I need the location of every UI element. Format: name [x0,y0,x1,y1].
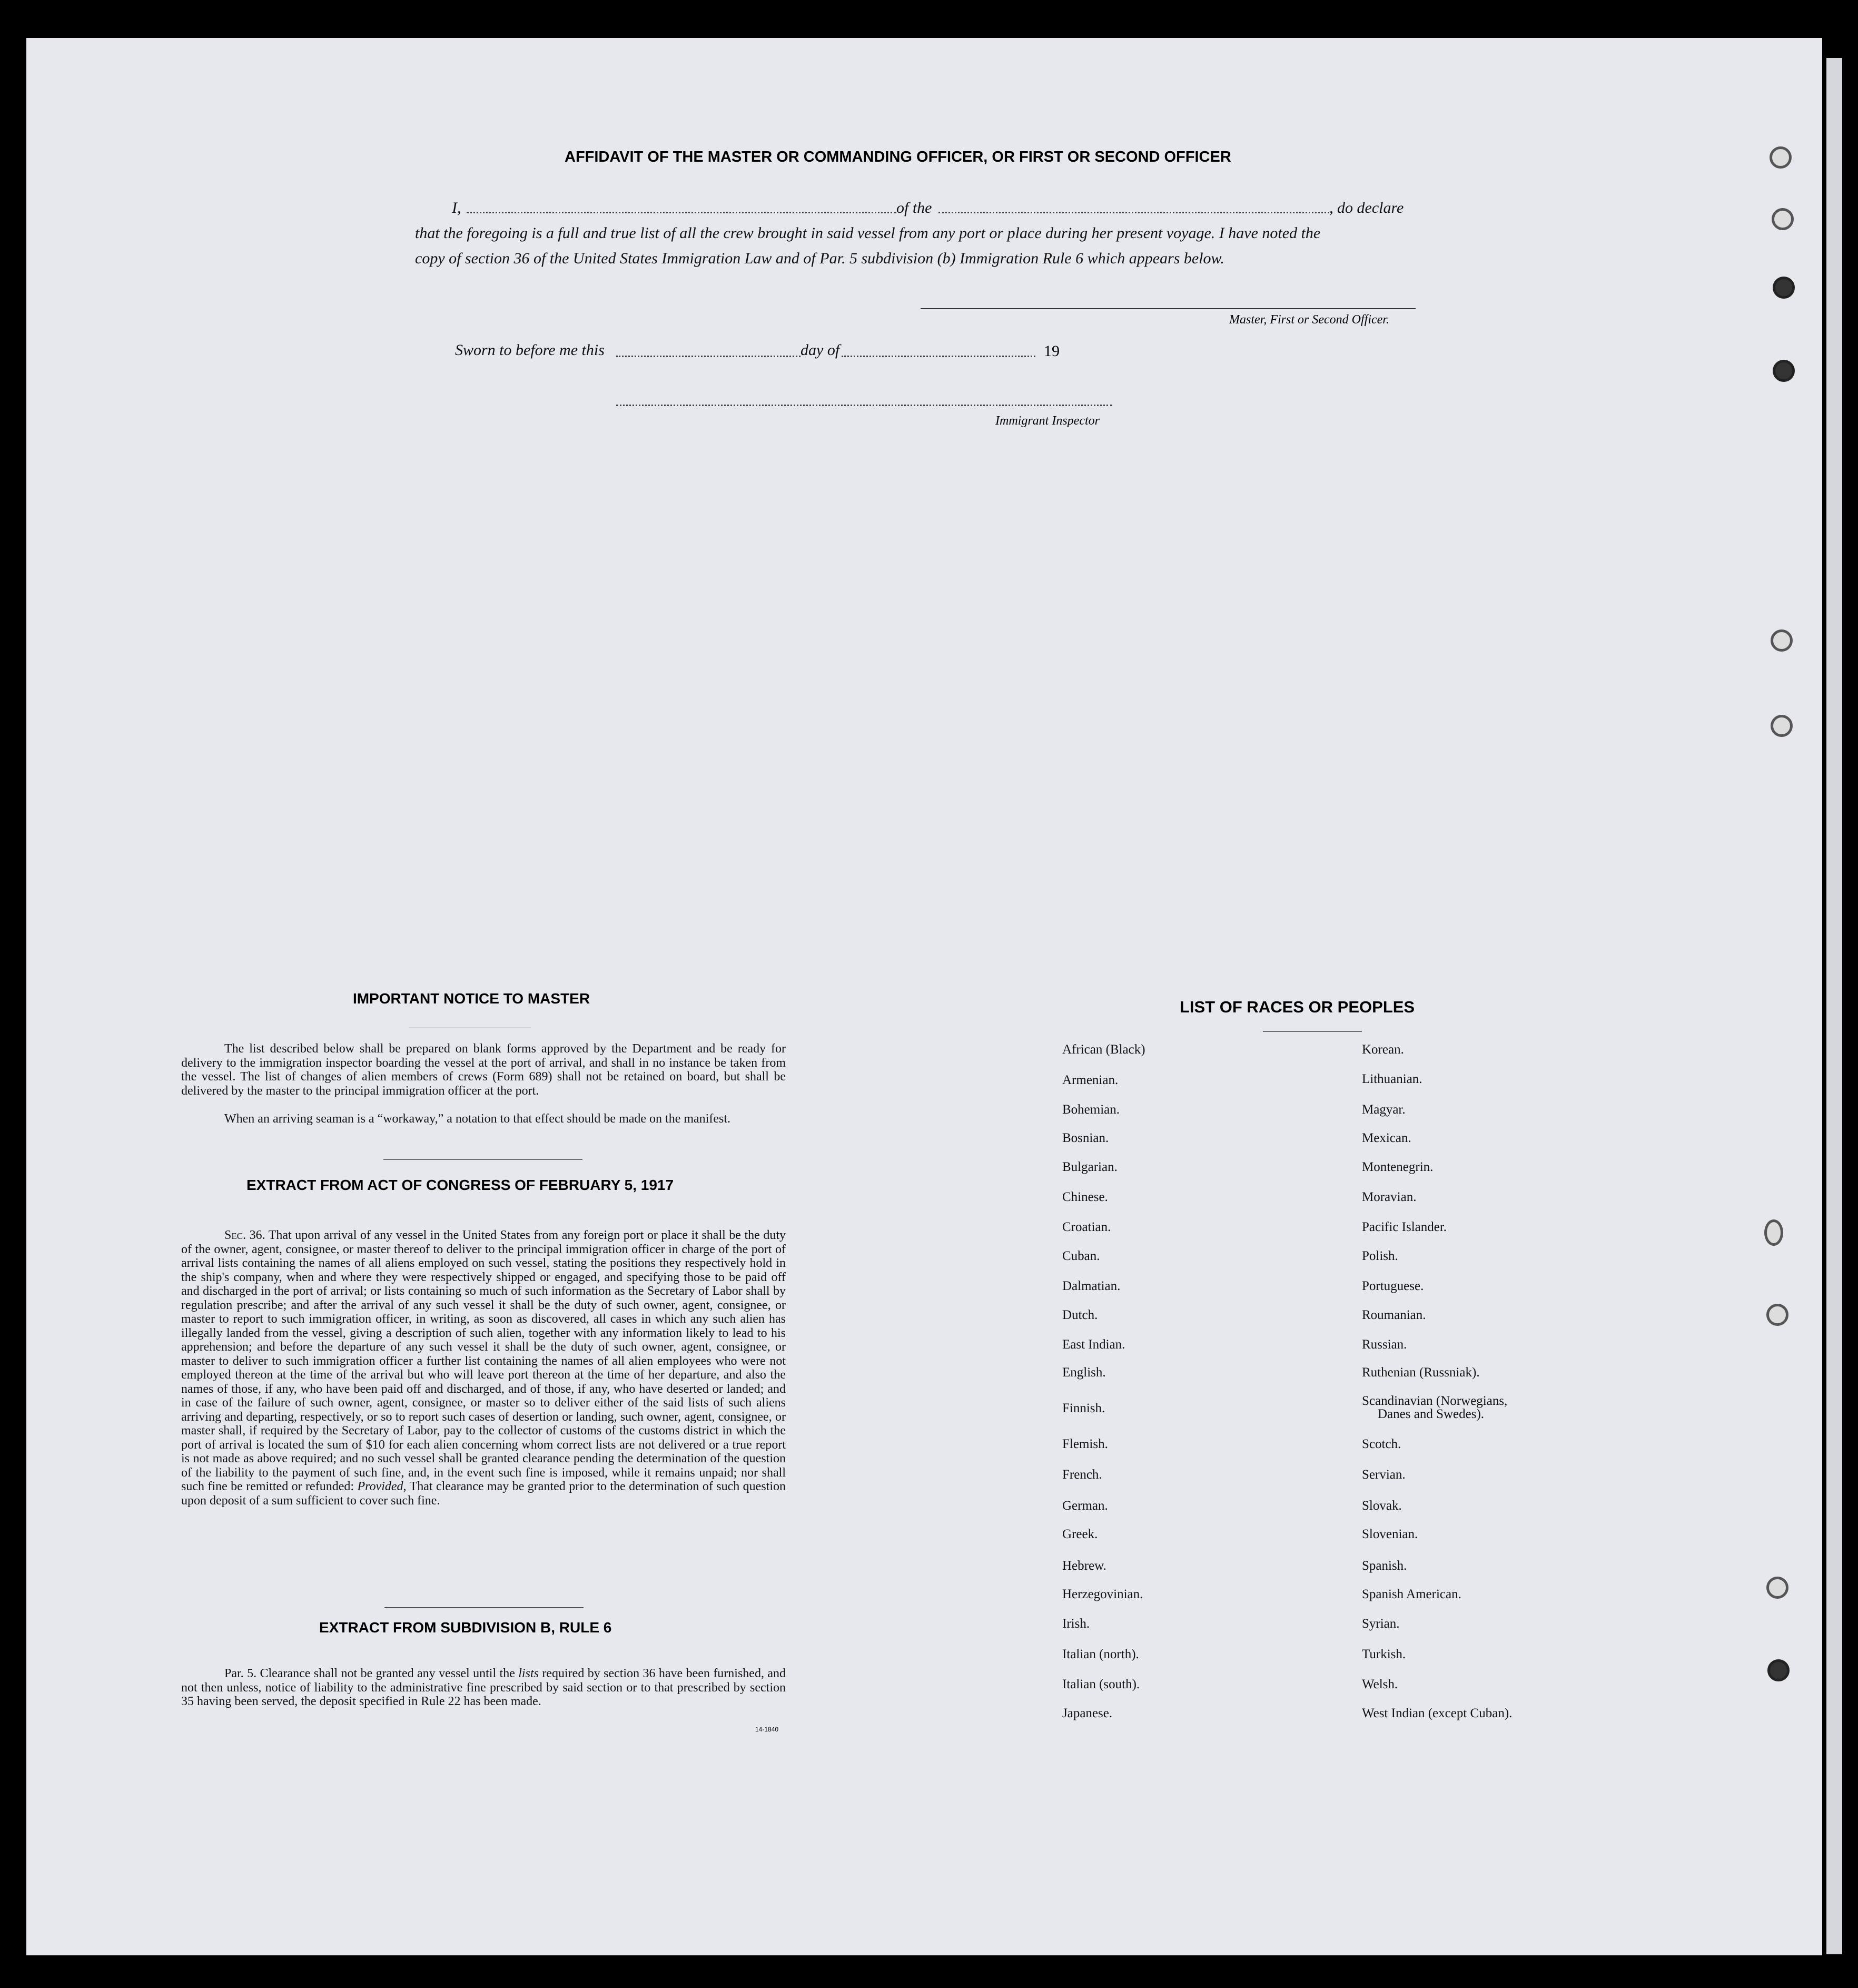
race-item: Syrian. [1362,1617,1400,1631]
section-label: Sec. 36. [224,1228,265,1242]
affidavit-title: AFFIDAVIT OF THE MASTER OR COMMANDING OFFICER, OR FIRST OR SECOND OFFICER [565,149,1231,165]
section-body: That upon arrival of any vessel in the United States from any foreign port or place it shall be the duty of the owner, agent, consignee, or master thereof to deliver to the principal immigration officer in charge of the port of arrival lists containing the names of all aliens employed on such vessel, stating the positions they respectively hold in the ship's company, when and where they were respectively shipped or engaged, and specifying those to be paid off and discharged in the port of arrival; or lists containing so much of such information as the Secretary of Labor shall by regulation prescribe; and after the arrival of any such vessel it shall be the duty of such owner, agent, consignee, or master to report to such immigration officer, in writing, as soon as discovered, all cases in which any such alien has illegally landed from the vessel, giving a description of such alien, together with any information likely to lead to his apprehension; and before the departure of any such vessel it shall be the duty of such owner, agent, consignee, or master to deliver to such immigration officer a further list containing the names of all alien employees who were not employed thereon at the time of the arrival but who will leave port thereon at the time of her departure, and also the names of those, if any, who have been paid off and discharged, and of those, if any, who have deserted or landed; and in case of the failure of such owner, agent, consignee, or master so to deliver either of the said lists of such aliens arriving and departing, respectively, or so to report such cases of desertion or landing, such owner, agent, consignee, or master shall, if required by the Secretary of Labor, pay to the collector of customs of the customs district in which the port of arrival is located the sum of $10 for each alien concerning whom correct lists are not delivered or a true report is not made as above required; and no such vessel shall be granted clearance pending the determination of the question of the liability to the payment of such fine, and, in the event such fine is imposed, while it remains unpaid; nor shall such fine be remitted or refunded: [181,1228,786,1493]
rule-text-b: required by section 36 have been furnished, and not then unless, notice of liability to the administrative fine prescribed by said section or to that prescribed by section 35 having been served, the deposit specified in Rule 22 has been made. [181,1667,786,1708]
provided-word: Provided, [357,1480,407,1493]
name-blank[interactable] [467,212,896,213]
race-item: Croatian. [1062,1220,1111,1234]
inspector-signature-line[interactable] [616,405,1112,406]
binder-hole [1766,1304,1788,1326]
affidavit-line-2: that the foregoing is a full and true list of all the crew brought in said vessel from any port or place during her present voyage. I have noted the [415,224,1321,242]
binder-hole [1771,715,1793,737]
race-item: Portuguese. [1362,1279,1424,1293]
race-item: Polish. [1362,1249,1398,1263]
binder-hole [1766,1577,1788,1599]
sworn-month-blank[interactable] [842,356,1035,357]
race-item: Korean. [1362,1042,1404,1057]
notice-paragraph-2: When an arriving seaman is a “workaway,” a notation to that effect should be made on the manifest. [224,1112,730,1126]
affidavit-of-the: of the [896,199,932,216]
race-item: Slovak. [1362,1499,1402,1513]
race-item-continuation: Danes and Swedes). [1378,1407,1485,1421]
race-item: Finnish. [1062,1401,1105,1415]
sworn-text: Sworn to before me this [455,341,605,359]
sworn-day-blank[interactable] [616,356,800,357]
race-item: Slovenian. [1362,1527,1418,1541]
race-item: Spanish. [1362,1559,1407,1573]
race-item: Flemish. [1062,1437,1108,1451]
race-item: English. [1062,1365,1106,1380]
race-item: African (Black) [1062,1042,1145,1057]
notice-title: IMPORTANT NOTICE TO MASTER [353,990,590,1007]
race-item: Russian. [1362,1337,1407,1352]
race-item: Irish. [1062,1617,1090,1631]
race-item: Montenegrin. [1362,1160,1434,1174]
race-item: Italian (north). [1062,1647,1139,1661]
race-item: Lithuanian. [1362,1072,1422,1086]
race-item: Pacific Islander. [1362,1220,1447,1234]
race-item: Hebrew. [1062,1559,1106,1573]
binder-hole [1771,629,1793,652]
form-number: 14-1840 [755,1726,779,1733]
day-of-text: day of [800,341,840,359]
race-item: Bohemian. [1062,1103,1120,1117]
race-item: East Indian. [1062,1337,1125,1352]
race-item: Scotch. [1362,1437,1401,1451]
race-item: Chinese. [1062,1190,1108,1204]
rule-text-a: Par. 5. Clearance shall not be granted any vessel until the [224,1667,515,1680]
binder-hole [1770,146,1792,169]
race-item: Ruthenian (Russniak). [1362,1365,1480,1380]
signature-line[interactable] [921,308,1416,309]
race-item: Servian. [1362,1468,1406,1482]
section-end: That clearance may be granted prior to the determination of such question upon deposit of a sum sufficient to cover such fine. [181,1480,786,1508]
affidavit-line-3: copy of section 36 of the United States Immigration Law and of Par. 5 subdivision (b) Immigration Rule 6 which appears below. [415,250,1224,267]
binder-hole [1773,360,1795,382]
race-item: Dalmatian. [1062,1279,1121,1293]
race-item: Greek. [1062,1527,1098,1541]
vessel-blank[interactable] [938,212,1332,213]
race-item: Moravian. [1362,1190,1417,1204]
binder-hole [1773,277,1795,299]
year-prefix: 19 [1044,342,1060,360]
divider [383,1159,582,1160]
race-item: Spanish American. [1362,1587,1461,1601]
extract-rule-title: EXTRACT FROM SUBDIVISION B, RULE 6 [319,1619,612,1636]
race-item: Cuban. [1062,1249,1100,1263]
race-item: Bosnian. [1062,1131,1109,1145]
rule-6-text [181,1667,786,1709]
race-item: Japanese. [1062,1706,1113,1720]
affidavit-declare: , do declare [1329,199,1404,216]
race-item: German. [1062,1499,1108,1513]
race-item: Armenian. [1062,1073,1119,1087]
race-item: Welsh. [1362,1677,1398,1691]
inspector-label: Immigrant Inspector [995,414,1100,428]
page-edge [1826,58,1842,1954]
signature-label: Master, First or Second Officer. [1229,313,1389,327]
races-title: LIST OF RACES OR PEOPLES [1180,998,1415,1016]
race-item: Scandinavian (Norwegians, [1362,1394,1508,1408]
race-item: French. [1062,1468,1102,1482]
race-item: Turkish. [1362,1647,1406,1661]
race-item: Herzegovinian. [1062,1587,1143,1601]
binder-hole [1767,1659,1790,1681]
notice-paragraph-1: The list described below shall be prepared on blank forms approved by the Department and be ready for delivery to the immigration inspector boarding the vessel at the port of arrival, and shall in no instance be taken from the vessel. The list of changes of alien members of crews (Form 689) shall not be retained on board, but shall be delivered by the master to the principal immigration officer at the port. [181,1042,786,1098]
binder-hole [1764,1219,1783,1246]
divider [384,1607,584,1608]
section-36-text [181,1228,786,1508]
race-item: Magyar. [1362,1103,1406,1117]
race-item: Dutch. [1062,1308,1098,1322]
binder-hole [1772,208,1794,230]
race-item: Roumanian. [1362,1308,1426,1322]
divider [1263,1031,1362,1032]
extract-act-title: EXTRACT FROM ACT OF CONGRESS OF FEBRUARY 5, 1917 [246,1177,674,1193]
race-item: West Indian (except Cuban). [1362,1706,1513,1720]
lists-word: lists [518,1667,539,1680]
race-item: Italian (south). [1062,1677,1140,1691]
race-item: Bulgarian. [1062,1160,1118,1174]
race-item: Mexican. [1362,1131,1411,1145]
affidavit-i: I, [452,199,461,216]
